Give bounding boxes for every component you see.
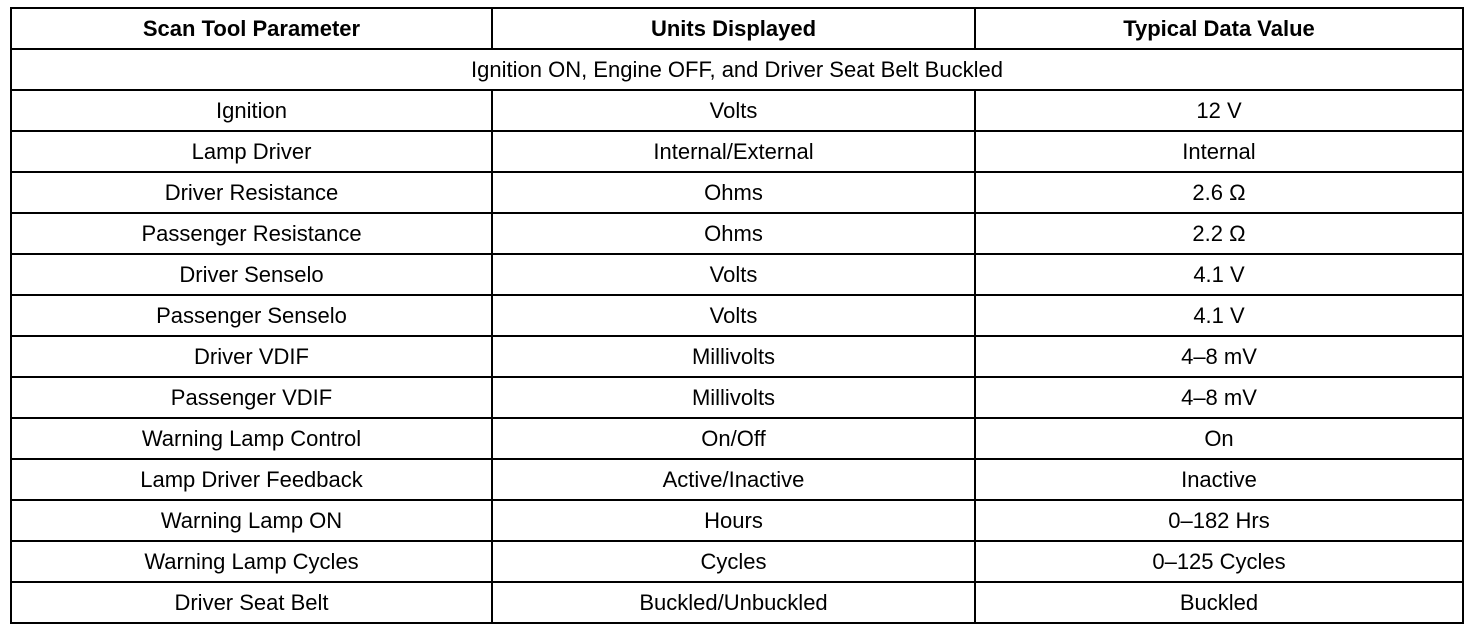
cell-units: Ohms (492, 213, 975, 254)
cell-units: On/Off (492, 418, 975, 459)
cell-units: Volts (492, 254, 975, 295)
cell-parameter: Passenger VDIF (11, 377, 492, 418)
cell-value: 2.6 Ω (975, 172, 1463, 213)
cell-units: Volts (492, 295, 975, 336)
header-value: Typical Data Value (975, 8, 1463, 49)
table-row (11, 500, 1463, 541)
cell-parameter: Driver Senselo (11, 254, 492, 295)
condition-cell: Ignition ON, Engine OFF, and Driver Seat Belt Buckled (11, 49, 1463, 90)
cell-parameter: Warning Lamp Control (11, 418, 492, 459)
cell-value: 4–8 mV (975, 336, 1463, 377)
condition-row (11, 49, 1463, 90)
table-row (11, 336, 1463, 377)
cell-parameter: Driver Seat Belt (11, 582, 492, 623)
cell-value: Inactive (975, 459, 1463, 500)
cell-units: Millivolts (492, 377, 975, 418)
cell-units: Cycles (492, 541, 975, 582)
cell-units: Millivolts (492, 336, 975, 377)
table-row (11, 459, 1463, 500)
cell-value: Internal (975, 131, 1463, 172)
table-row (11, 131, 1463, 172)
cell-parameter: Lamp Driver (11, 131, 492, 172)
table-row (11, 213, 1463, 254)
cell-units: Ohms (492, 172, 975, 213)
cell-parameter: Lamp Driver Feedback (11, 459, 492, 500)
cell-parameter: Passenger Senselo (11, 295, 492, 336)
header-units: Units Displayed (492, 8, 975, 49)
cell-parameter: Passenger Resistance (11, 213, 492, 254)
table-row (11, 418, 1463, 459)
cell-parameter: Driver Resistance (11, 172, 492, 213)
header-row (11, 8, 1463, 49)
cell-value: 4–8 mV (975, 377, 1463, 418)
cell-parameter: Warning Lamp Cycles (11, 541, 492, 582)
cell-value: 0–125 Cycles (975, 541, 1463, 582)
table-row (11, 295, 1463, 336)
cell-parameter: Warning Lamp ON (11, 500, 492, 541)
cell-units: Active/Inactive (492, 459, 975, 500)
cell-value: 4.1 V (975, 254, 1463, 295)
cell-value: 0–182 Hrs (975, 500, 1463, 541)
table-row (11, 172, 1463, 213)
cell-parameter: Ignition (11, 90, 492, 131)
cell-value: 2.2 Ω (975, 213, 1463, 254)
cell-parameter: Driver VDIF (11, 336, 492, 377)
cell-units: Internal/External (492, 131, 975, 172)
table-row (11, 541, 1463, 582)
table-row (11, 377, 1463, 418)
cell-units: Hours (492, 500, 975, 541)
cell-value: 12 V (975, 90, 1463, 131)
cell-value: On (975, 418, 1463, 459)
cell-units: Buckled/Unbuckled (492, 582, 975, 623)
table-row (11, 90, 1463, 131)
cell-value: 4.1 V (975, 295, 1463, 336)
table-row (11, 582, 1463, 623)
header-parameter: Scan Tool Parameter (11, 8, 492, 49)
cell-units: Volts (492, 90, 975, 131)
cell-value: Buckled (975, 582, 1463, 623)
table-row (11, 254, 1463, 295)
scan-tool-data-table (10, 7, 1464, 624)
